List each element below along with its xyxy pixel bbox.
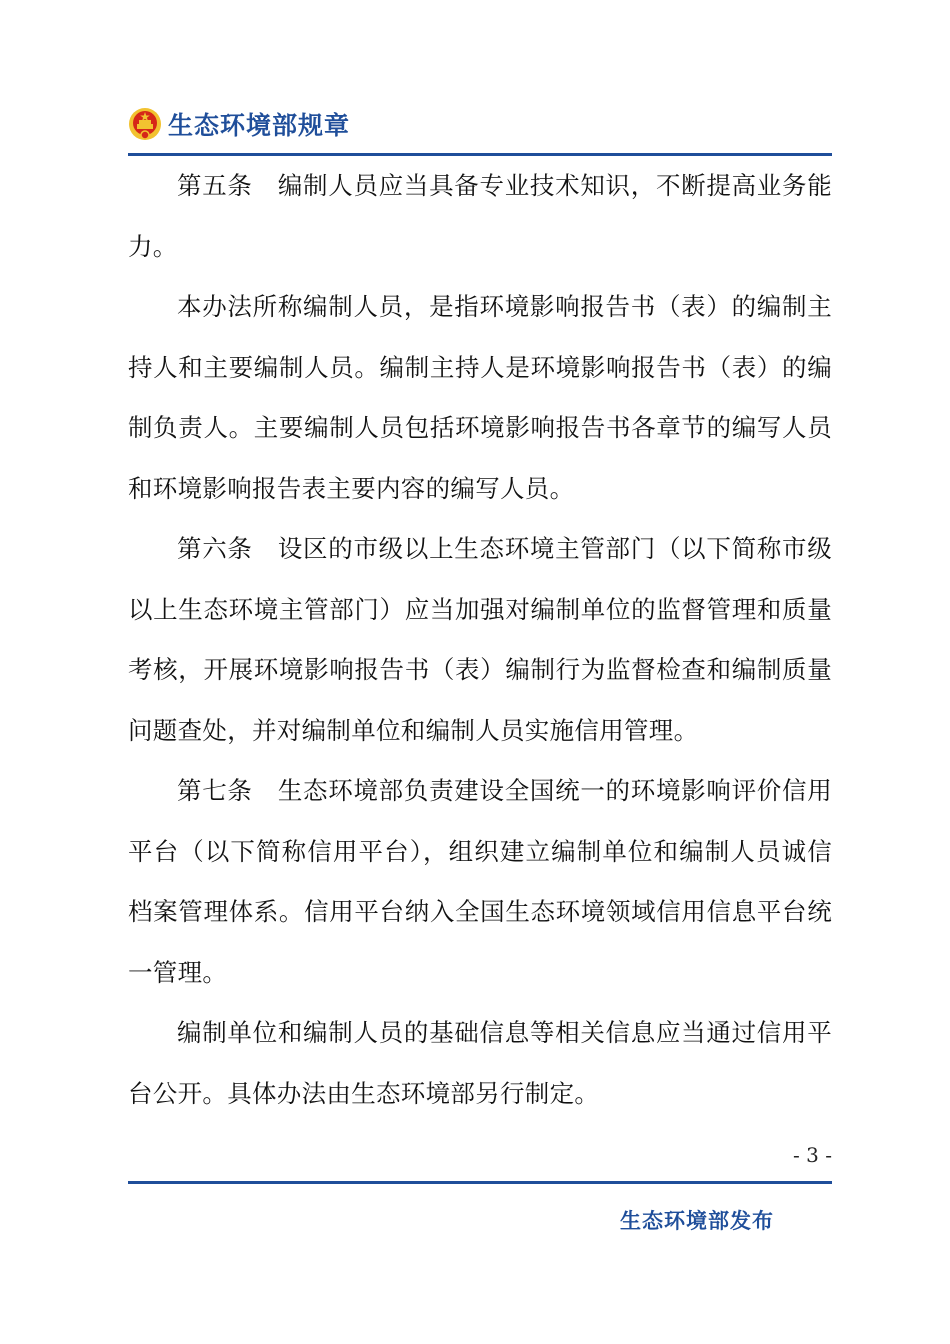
national-emblem-icon [128, 107, 162, 141]
paragraph-article-5: 第五条 编制人员应当具备专业技术知识，不断提高业务能力。 [128, 171, 832, 261]
paragraph-article-6: 第六条 设区的市级以上生态环境主管部门（以下简称市级以上生态环境主管部门）应当加强对编制单位的监督管理和质量考核，开展环境影响报告书（表）编制行为监督检查和编制质量问题查处，并对编制单位和编制人员实施信用管理。 [128, 534, 832, 745]
paragraph-disclosure: 编制单位和编制人员的基础信息等相关信息应当通过信用平台公开。具体办法由生态环境部另行制定。 [128, 1018, 832, 1108]
header-title: 生态环境部规章 [168, 111, 351, 140]
paragraph-definition: 本办法所称编制人员，是指环境影响报告书（表）的编制主持人和主要编制人员。编制主持人是环境影响报告书（表）的编制负责人。主要编制人员包括环境影响报告书各章节的编写人员和环境影响报告表主要内容的编写人员。 [128, 292, 832, 503]
page-header [128, 104, 350, 144]
footer-publisher: 生态环境部发布 [620, 1209, 774, 1233]
document-body [128, 156, 832, 1124]
paragraph-article-7: 第七条 生态环境部负责建设全国统一的环境影响评价信用平台（以下简称信用平台），组织建立编制单位和编制人员诚信档案管理体系。信用平台纳入全国生态环境领域信用信息平台统一管理。 [128, 776, 832, 987]
footer-divider [128, 1181, 832, 1184]
page-number: - 3 - [793, 1143, 832, 1167]
